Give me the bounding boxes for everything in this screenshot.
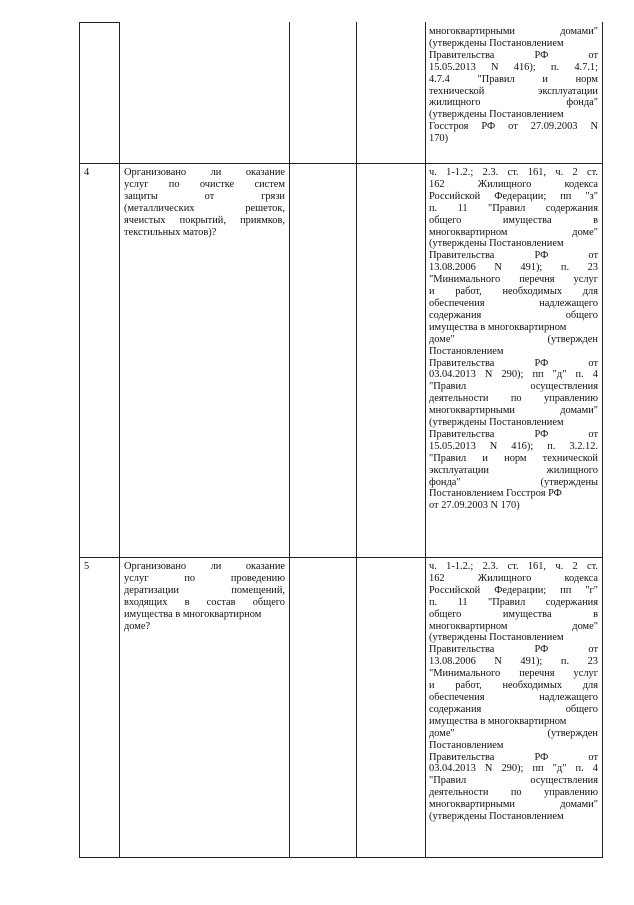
reference-line: 15.05.2013 N 416); п. 4.7.1;	[429, 61, 598, 73]
reference-line: многоквартирными домами"	[429, 405, 598, 417]
reference-line: общего имущества в	[429, 608, 598, 620]
row-continuation-reference	[429, 26, 598, 145]
reference-line: Российской Федерации; пп "з"	[429, 190, 598, 202]
table-row-border-4	[79, 163, 603, 164]
table-row-border-bottom	[79, 857, 603, 858]
reference-line: (утверждены Постановлением	[429, 811, 564, 823]
question-line: защиты от грязи	[124, 190, 285, 202]
reference-line: (утверждены Постановлением	[429, 238, 564, 250]
question-line: имущества в многоквартирном	[124, 608, 262, 620]
reference-line: Госстроя РФ от 27.09.2003 N	[429, 121, 598, 133]
row-reference	[429, 561, 598, 823]
reference-line: Российской Федерации; пп "г"	[429, 584, 598, 596]
reference-line: имущества в многоквартирном	[429, 715, 567, 727]
question-line: текстильных матов)?	[124, 226, 217, 238]
reference-line: имущества в многоквартирном	[429, 321, 567, 333]
reference-line: и работ, необходимых для	[429, 286, 598, 298]
reference-line: ч. 1-1.2.; 2.3. ст. 161, ч. 2 ст.	[429, 561, 598, 572]
reference-line: технической эксплуатации	[429, 85, 598, 97]
reference-line: доме" (утвержден	[429, 333, 598, 345]
reference-line: 13.08.2006 N 491); п. 23	[429, 656, 598, 668]
reference-line: Постановлением	[429, 739, 504, 751]
reference-line: (утверждены Постановлением	[429, 417, 564, 429]
question-line: услуг по очистке систем	[124, 178, 285, 190]
question-line: Организовано ли оказание	[124, 561, 285, 572]
reference-line: 03.04.2013 N 290); пп "д" п. 4	[429, 369, 598, 381]
reference-line: деятельности по управлению	[429, 393, 598, 405]
row-number: 4	[84, 167, 90, 178]
row-question	[124, 167, 285, 238]
table-row-border-top	[79, 22, 119, 23]
reference-line: 15.05.2013 N 416); п. 3.2.12.	[429, 440, 598, 452]
row-reference	[429, 167, 598, 512]
question-line: доме?	[124, 620, 151, 632]
reference-line: "Правил осуществления	[429, 381, 598, 393]
reference-line: деятельности по управлению	[429, 787, 598, 799]
table-col-divider-2	[289, 22, 290, 858]
reference-line: Правительства РФ от	[429, 357, 598, 369]
reference-line: (утверждены Постановлением	[429, 109, 564, 121]
reference-line: Правительства РФ от	[429, 250, 598, 262]
reference-line: Постановлением	[429, 345, 504, 357]
reference-line: многоквартирном доме"	[429, 620, 598, 632]
reference-line: Правительства РФ от	[429, 49, 598, 61]
reference-line: Правительства РФ от	[429, 428, 598, 440]
table-border-left	[79, 22, 80, 858]
reference-line: доме" (утвержден	[429, 727, 598, 739]
question-line: Организовано ли оказание	[124, 167, 285, 178]
reference-line: обеспечения надлежащего	[429, 691, 598, 703]
reference-line: Правительства РФ от	[429, 644, 598, 656]
question-line: (металлических решеток,	[124, 202, 285, 214]
reference-line: содержания общего	[429, 309, 598, 321]
question-line: ячеистых покрытий, приямков,	[124, 214, 285, 226]
table-col-divider-1	[119, 22, 120, 858]
reference-line: "Правил и норм технической	[429, 452, 598, 464]
reference-line: "Правил осуществления	[429, 775, 598, 787]
question-line: входящих в состав общего	[124, 596, 285, 608]
reference-line: содержания общего	[429, 703, 598, 715]
reference-line: 162 Жилищного кодекса	[429, 572, 598, 584]
reference-line: п. 11 "Правил содержания	[429, 596, 598, 608]
reference-line: жилищного фонда"	[429, 97, 598, 109]
reference-line: 170)	[429, 133, 449, 145]
reference-line: "Минимального перечня услуг	[429, 668, 598, 680]
table-col-divider-3	[356, 22, 357, 858]
table-row-border-5	[79, 557, 603, 558]
reference-line: (утверждены Постановлением	[429, 632, 564, 644]
table-col-divider-4	[425, 22, 426, 858]
reference-line: ч. 1-1.2.; 2.3. ст. 161, ч. 2 ст.	[429, 167, 598, 178]
reference-line: обеспечения надлежащего	[429, 297, 598, 309]
row-question	[124, 561, 285, 632]
reference-line: Правительства РФ от	[429, 751, 598, 763]
reference-line: п. 11 "Правил содержания	[429, 202, 598, 214]
row-number: 5	[84, 561, 90, 572]
reference-line: эксплуатации жилищного	[429, 464, 598, 476]
reference-line: Постановлением Госстроя РФ	[429, 488, 562, 500]
reference-line: фонда" (утверждены	[429, 476, 598, 488]
reference-line: многоквартирными домами"	[429, 26, 598, 37]
question-line: дератизации помещений,	[124, 584, 285, 596]
reference-line: (утверждены Постановлением	[429, 37, 564, 49]
reference-line: 4.7.4 "Правил и норм	[429, 73, 598, 85]
reference-line: многоквартирном доме"	[429, 226, 598, 238]
reference-line: общего имущества в	[429, 214, 598, 226]
reference-line: от 27.09.2003 N 170)	[429, 500, 520, 512]
reference-line: 03.04.2013 N 290); пп "д" п. 4	[429, 763, 598, 775]
question-line: услуг по проведению	[124, 572, 285, 584]
reference-line: 13.08.2006 N 491); п. 23	[429, 262, 598, 274]
reference-line: и работ, необходимых для	[429, 680, 598, 692]
reference-line: "Минимального перечня услуг	[429, 274, 598, 286]
reference-line: многоквартирными домами"	[429, 799, 598, 811]
reference-line: 162 Жилищного кодекса	[429, 178, 598, 190]
table-border-right	[602, 22, 603, 858]
